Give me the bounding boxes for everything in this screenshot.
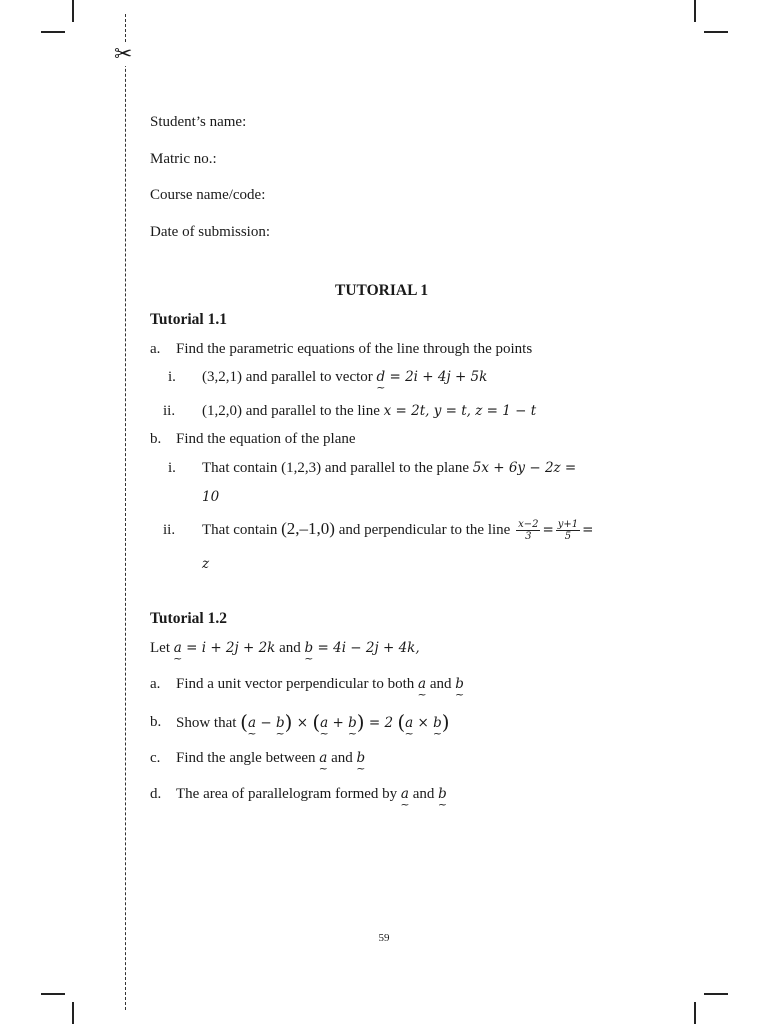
crop-mark xyxy=(41,31,65,33)
item-b-marker: b. xyxy=(150,431,162,447)
q-a-text: Find a unit vector perpendicular to both a ~ and b ~ xyxy=(176,674,464,694)
crop-mark xyxy=(41,993,65,995)
crop-mark xyxy=(704,31,728,33)
q-c-marker: c. xyxy=(150,750,161,766)
item-bii-continuation: z xyxy=(202,556,210,572)
tutorial-title: TUTORIAL 1 xyxy=(335,282,429,299)
q-d-text: The area of parallelogram formed by a ~ and b ~ xyxy=(176,784,447,804)
item-aii-marker: ii. xyxy=(163,403,176,419)
cut-line xyxy=(125,14,126,1010)
matric-no-field: Matric no.: xyxy=(150,151,217,167)
item-ai-marker: i. xyxy=(168,369,176,385)
item-b-text: Find the equation of the plane xyxy=(176,431,356,447)
vector-definitions: Let a ~ = i + 2j + 2k and b ~ = 4i − 2j + 4k, xyxy=(150,638,420,658)
item-aii-text: (1,2,0) and parallel to the line x = 2t, y = t, z = 1 − t xyxy=(202,403,537,419)
date-field: Date of submission: xyxy=(150,224,270,240)
q-d-marker: d. xyxy=(150,786,162,802)
crop-mark xyxy=(72,0,74,22)
crop-mark xyxy=(704,993,728,995)
scissors-icon: ✂ xyxy=(114,42,133,67)
crop-mark xyxy=(694,0,696,22)
item-bii-marker: ii. xyxy=(163,522,176,538)
crop-mark xyxy=(694,1002,696,1024)
q-b-marker: b. xyxy=(150,714,162,730)
item-ai-text: (3,2,1) and parallel to vector d ~ = 2i + 4j + 5k xyxy=(202,367,487,387)
q-b-text: Show that (a ~ − b ~) × (a ~ + b ~) = 2 (a ~ × b ~) xyxy=(176,712,450,733)
tutorial-1-2-heading: Tutorial 1.2 xyxy=(150,610,227,627)
item-bii-text: That contain (2,–1,0) and perpendicular to the line $\frac{x-2}{3}$ = $\frac{y+1}{5}$ = xyxy=(202,519,594,542)
item-a-marker: a. xyxy=(150,341,161,357)
page-number: 59 xyxy=(378,932,390,944)
item-bi-continuation: 10 xyxy=(202,489,220,505)
student-name-field: Student’s name: xyxy=(150,114,247,130)
q-c-text: Find the angle between a ~ and b ~ xyxy=(176,748,365,768)
item-a-text: Find the parametric equations of the line through the points xyxy=(176,341,533,357)
item-bi-text: That contain (1,2,3) and parallel to the plane 5x + 6y − 2z = xyxy=(202,460,577,476)
course-field: Course name/code: xyxy=(150,187,266,203)
crop-mark xyxy=(72,1002,74,1024)
q-a-marker: a. xyxy=(150,676,161,692)
item-bi-marker: i. xyxy=(168,460,176,476)
tutorial-1-1-heading: Tutorial 1.1 xyxy=(150,311,227,328)
